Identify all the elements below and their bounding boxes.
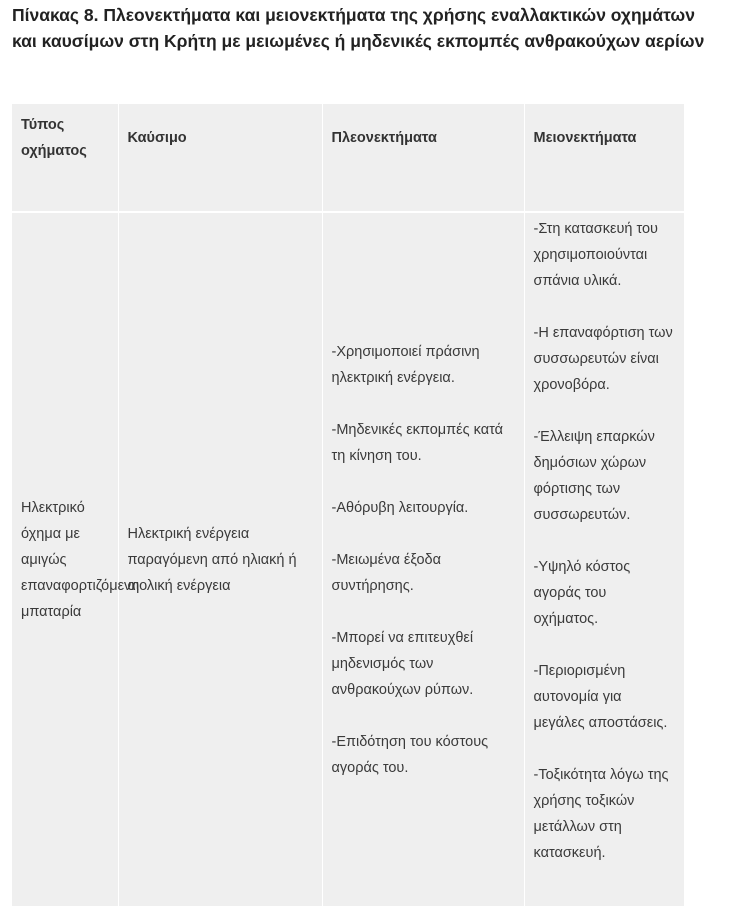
cell-advantages	[322, 212, 524, 907]
table-row	[12, 212, 684, 907]
comparison-table-wrapper	[12, 104, 684, 907]
table-header-row	[12, 104, 684, 212]
disadvantage-item: -Περιορισμένη αυτονομία για μεγάλες αποστάσεις.	[533, 663, 668, 731]
comparison-table	[12, 104, 684, 907]
cell-fuel: Ηλεκτρική ενέργεια παραγόμενη από ηλιακή ή αιολική ενέργεια	[118, 212, 322, 907]
header-fuel: Καύσιμο	[118, 104, 322, 212]
header-vehicle-type: Τύπος οχήματος	[12, 104, 118, 212]
advantage-item: -Μειωμένα έξοδα συντήρησης.	[331, 551, 441, 594]
advantage-item: -Μπορεί να επιτευχθεί μηδενισμός των ανθρακούχων ρύπων.	[331, 629, 474, 698]
advantage-item: -Μηδενικές εκπομπές κατά τη κίνηση του.	[331, 421, 503, 464]
disadvantage-item: -Έλλειψη επαρκών δημόσιων χώρων φόρτισης των συσσωρευτών.	[533, 429, 655, 523]
header-disadvantages: Μειονεκτήματα	[524, 104, 684, 212]
advantage-item: -Επιδότηση του κόστους αγοράς του.	[331, 733, 489, 776]
disadvantage-item: -Η επαναφόρτιση των συσσωρευτών είναι χρονοβόρα.	[533, 325, 673, 393]
disadvantage-item: -Υψηλό κόστος αγοράς του οχήματος.	[533, 559, 631, 627]
disadvantage-item: -Τοξικότητα λόγω της χρήσης τοξικών μετάλλων στη κατασκευή.	[533, 767, 669, 861]
cell-disadvantages	[524, 212, 684, 907]
cell-vehicle-type: Ηλεκτρικό όχημα με αμιγώς επαναφορτιζόμενη μπαταρία	[12, 212, 118, 907]
disadvantage-item: -Στη κατασκευή του χρησιμοποιούνται σπάνια υλικά.	[533, 221, 658, 289]
advantage-item: -Χρησιμοποιεί πράσινη ηλεκτρική ενέργεια.	[331, 343, 480, 386]
advantage-item: -Αθόρυβη λειτουργία.	[331, 499, 469, 516]
page-title: Πίνακας 8. Πλεονεκτήματα και μειονεκτήματα της χρήσης εναλλακτικών οχημάτων και καυσίμων στη Κρήτη με μειωμένες ή μηδενικές εκπομπές ανθρακούχων αερίων	[12, 5, 705, 51]
header-advantages: Πλεονεκτήματα	[322, 104, 524, 212]
